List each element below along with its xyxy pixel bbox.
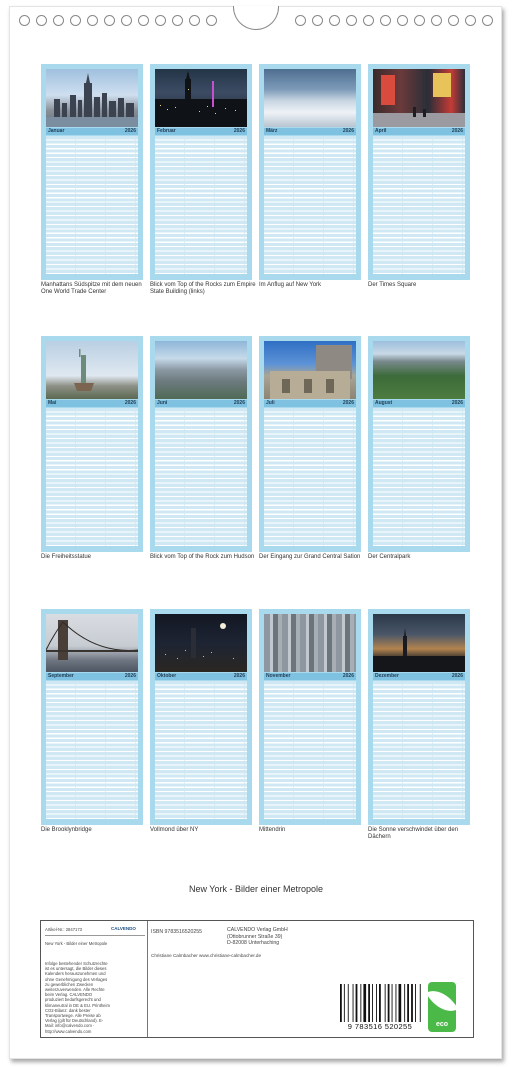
month-panel-august xyxy=(368,336,470,552)
day-grid xyxy=(155,408,247,546)
month-name: November xyxy=(266,673,291,679)
month-name: August xyxy=(375,400,393,406)
binding-hole xyxy=(121,15,132,26)
month-name: Februar xyxy=(157,128,176,134)
month-photo xyxy=(373,69,465,127)
binding-hole xyxy=(87,15,98,26)
binding-hole xyxy=(19,15,30,26)
day-grid xyxy=(155,136,247,274)
month-header xyxy=(373,128,465,135)
calendar-title: New York - Bilder einer Metropole xyxy=(188,884,324,894)
month-year: 2026 xyxy=(233,128,245,134)
month-photo xyxy=(373,614,465,672)
day-grid xyxy=(264,136,356,274)
month-year: 2026 xyxy=(342,128,354,134)
binding-hole xyxy=(138,15,149,26)
month-year: 2026 xyxy=(451,400,463,406)
month-photo xyxy=(155,69,247,127)
day-grid xyxy=(46,681,138,819)
month-photo xyxy=(46,341,138,399)
binding-hole xyxy=(329,15,340,26)
barcode xyxy=(336,982,424,1034)
month-caption: Blick vom Top of the Rocks zum Empire State Building (links) xyxy=(150,282,256,295)
legal-notice: Infolge bestehender Schutzrechte ist es untersagt, die Bilder dieses Kalenders herauszunehmen und ohne Genehmigung des Verlages zu gewerblichen Zwecken weiterzuverwenden. Alle Rechte beim Verlag. CALVENDO produziert bedarfsgerecht und klimaneutral in DE & EU. Printheim CO2-Bilanz: dank bester Transportwege. Alle Preise ab Verlag (gilt für Deutschland). E-Mail: info@calvendo.com · http://www.calvendo.com xyxy=(45,961,110,1034)
month-header xyxy=(46,400,138,407)
month-name: Januar xyxy=(48,128,65,134)
month-year: 2026 xyxy=(233,673,245,679)
month-caption: Der Centralpark xyxy=(368,554,411,560)
eco-badge xyxy=(428,982,456,1032)
month-panel-february xyxy=(150,64,252,280)
binding-hole xyxy=(189,15,200,26)
binding-hole xyxy=(397,15,408,26)
day-grid xyxy=(373,681,465,819)
month-year: 2026 xyxy=(451,128,463,134)
eco-label: eco xyxy=(435,1021,449,1028)
day-grid xyxy=(373,408,465,546)
month-header xyxy=(155,400,247,407)
month-year: 2026 xyxy=(233,400,245,406)
binding-hole xyxy=(414,15,425,26)
month-year: 2026 xyxy=(124,673,136,679)
month-name: September xyxy=(48,673,74,679)
binding-hole xyxy=(465,15,476,26)
day-grid xyxy=(264,681,356,819)
month-photo xyxy=(264,69,356,127)
binding-hole xyxy=(346,15,357,26)
month-panel-june xyxy=(150,336,252,552)
calvendo-logo: CALVENDO xyxy=(111,926,136,931)
month-panel-march xyxy=(259,64,361,280)
month-photo xyxy=(373,341,465,399)
month-name: Juli xyxy=(266,400,275,406)
month-panel-april xyxy=(368,64,470,280)
month-year: 2026 xyxy=(124,128,136,134)
month-name: Mai xyxy=(48,400,57,406)
month-name: Oktober xyxy=(157,673,177,679)
article-number: Artikel-Nr.: 2847173 xyxy=(45,927,83,932)
month-photo xyxy=(46,614,138,672)
barcode-bars xyxy=(336,982,424,1026)
month-header xyxy=(373,400,465,407)
month-photo xyxy=(264,341,356,399)
month-caption: Vollmond über NY xyxy=(150,827,199,833)
publisher-street: (Ottobrunner Straße 39) xyxy=(227,933,283,940)
month-photo xyxy=(264,614,356,672)
month-photo xyxy=(155,341,247,399)
day-grid xyxy=(155,681,247,819)
month-caption: Manhattans Südspitze mit dem neuen One World Trade Center xyxy=(41,282,142,295)
month-header xyxy=(155,128,247,135)
binding-hole xyxy=(36,15,47,26)
publisher-name: CALVENDO Verlag GmbH xyxy=(227,927,288,933)
month-header xyxy=(46,128,138,135)
month-caption: Im Anflug auf New York xyxy=(259,282,322,288)
month-header xyxy=(46,673,138,680)
month-caption: Blick vom Top of the Rock zum Hudson xyxy=(150,554,255,560)
binding-hole xyxy=(363,15,374,26)
month-name: Dezember xyxy=(375,673,399,679)
month-caption: Die Sonne verschwindet über den Dächern xyxy=(368,827,459,840)
month-photo xyxy=(155,614,247,672)
isbn: ISBN 9783516520255 xyxy=(151,929,203,935)
publisher-city: D-82008 Unterhaching xyxy=(227,940,280,946)
month-header xyxy=(264,128,356,135)
month-caption: Die Freiheitsstatue xyxy=(41,554,92,560)
month-photo xyxy=(46,69,138,127)
month-name: April xyxy=(375,128,387,134)
day-grid xyxy=(46,408,138,546)
author-credit: Christiane Calmbacher www.christiane-calmbacher.de xyxy=(151,953,262,958)
binding-hole xyxy=(448,15,459,26)
binding-hole xyxy=(70,15,81,26)
month-panel-december xyxy=(368,609,470,825)
month-panel-january xyxy=(41,64,143,280)
publisher-address xyxy=(227,927,288,947)
month-year: 2026 xyxy=(342,673,354,679)
barcode-digits: 9 783516 520255 xyxy=(347,1022,413,1031)
binding-hole xyxy=(155,15,166,26)
month-caption: Der Times Square xyxy=(368,282,417,288)
day-grid xyxy=(46,136,138,274)
month-panel-november xyxy=(259,609,361,825)
month-year: 2026 xyxy=(451,673,463,679)
binding-hole xyxy=(431,15,442,26)
binding-hole xyxy=(172,15,183,26)
binding-hole xyxy=(53,15,64,26)
month-year: 2026 xyxy=(124,400,136,406)
month-header xyxy=(155,673,247,680)
day-grid xyxy=(373,136,465,274)
binding-hole xyxy=(104,15,115,26)
month-header xyxy=(264,400,356,407)
month-panel-october xyxy=(150,609,252,825)
imprint-left-column xyxy=(41,921,148,1037)
month-year: 2026 xyxy=(342,400,354,406)
binding-hole xyxy=(482,15,493,26)
month-header xyxy=(264,673,356,680)
binding-hole xyxy=(206,15,217,26)
month-panel-july xyxy=(259,336,361,552)
month-header xyxy=(373,673,465,680)
month-caption: Die Brooklynbridge xyxy=(41,827,92,833)
month-panel-september xyxy=(41,609,143,825)
month-panel-may xyxy=(41,336,143,552)
binding-hole xyxy=(380,15,391,26)
month-name: März xyxy=(266,128,278,134)
month-name: Juni xyxy=(157,400,168,406)
product-name: New York - Bilder einer Metropole xyxy=(45,941,108,946)
day-grid xyxy=(264,408,356,546)
month-caption: Der Eingang zur Grand Central Sation xyxy=(259,554,361,560)
month-caption: Mittendrin xyxy=(259,827,286,833)
leaf-icon xyxy=(426,983,458,1019)
binding-hole xyxy=(295,15,306,26)
binding-hole xyxy=(312,15,323,26)
